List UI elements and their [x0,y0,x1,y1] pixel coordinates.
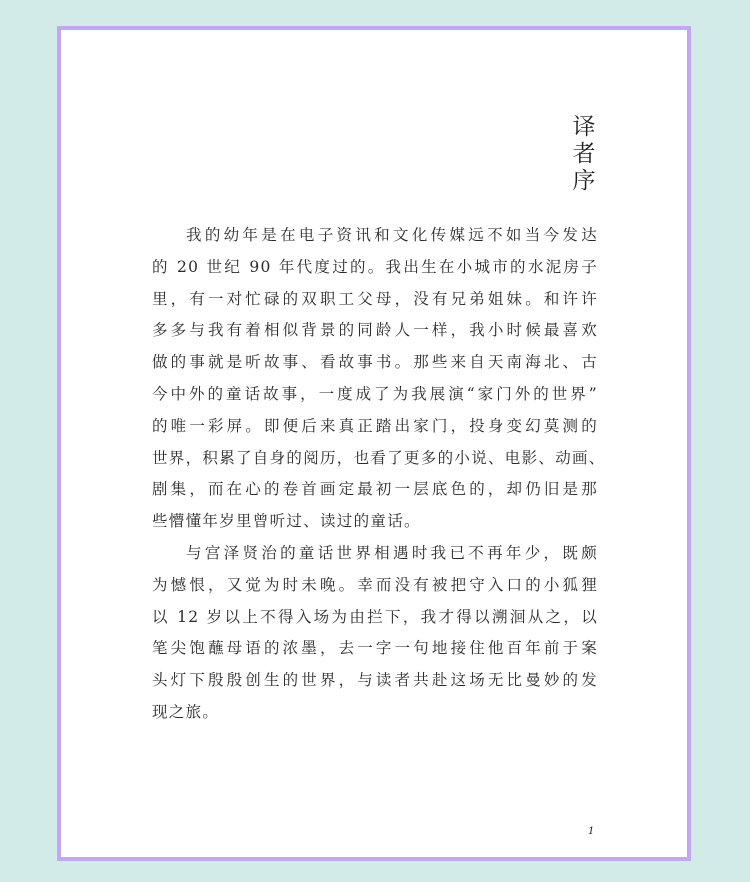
page-number: 1 [588,826,595,837]
text-line: 我的幼年是在电子资讯和文化传媒远不如当今发达 [186,226,598,244]
text-line: 为憾恨，又觉为时未晚。幸而没有被把守入口的小狐狸 [152,575,598,594]
body-text [152,220,606,729]
text-line: 现之旅。 [152,702,220,721]
text-line: 里，有一对忙碌的双职工父母，没有兄弟姐妹。和许许 [152,289,598,308]
title-char: 序 [572,168,596,194]
text-line: 今中外的童话故事，一度成了为我展演“家门外的世界” [152,384,598,403]
title-char: 译 [572,114,596,140]
text-line: 多多与我有着相似背景的同龄人一样，我小时候最喜欢 [152,321,598,340]
text-line: 以 12 岁以上不得入场为由拦下，我才得以溯洄从之，以 [152,607,598,626]
text-line: 做的事就是听故事、看故事书。那些来自天南海北、古 [152,353,598,372]
text-line: 的 20 世纪 90 年代度过的。我出生在小城市的水泥房子 [152,257,598,276]
text-line: 的唯一彩屏。即便后来真正踏出家门，投身变幻莫测的 [152,416,598,435]
text-line: 剧集，而在心的卷首画定最初一层底色的，却仍旧是那 [152,480,598,499]
page-title [569,114,599,195]
text-line: 些懵懂年岁里曾听过、读过的童话。 [152,512,421,531]
text-line: 与宫泽贤治的童话世界相遇时我已不再年少，既颇 [186,543,598,562]
title-char: 者 [572,141,596,167]
text-line: 笔尖饱蘸母语的浓墨，去一字一句地接住他百年前于案 [152,639,598,658]
paragraph [152,220,606,538]
text-line: 世界，积累了自身的阅历，也看了更多的小说、电影、动画、 [152,448,606,467]
document-page [57,26,691,861]
text-line: 头灯下殷殷创生的世界，与读者共赴这场无比曼妙的发 [152,671,598,690]
paragraph [152,538,598,729]
